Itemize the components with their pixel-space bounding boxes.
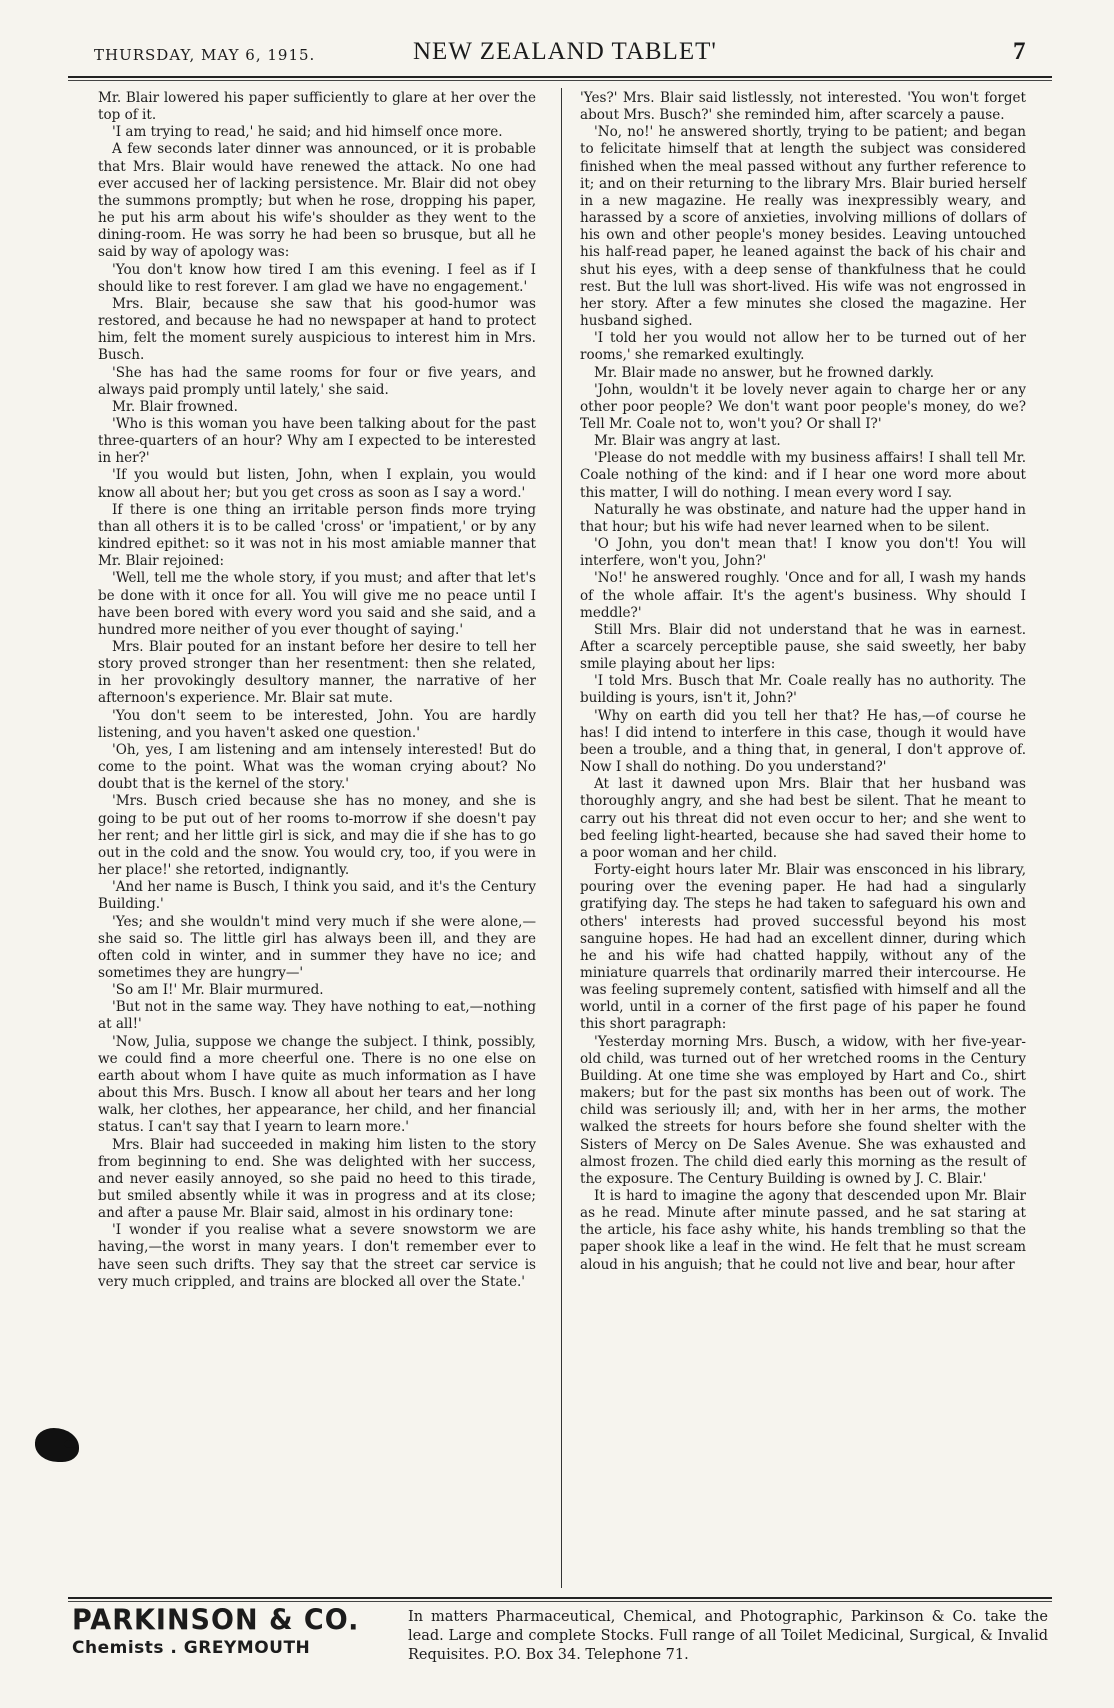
advertisement-brand-block xyxy=(72,1605,372,1658)
paragraph: It is hard to imagine the agony that descended upon Mr. Blair as he read. Minute after minute passed, and he sat staring at the article, his face ashy white, his hands trembling so that the paper shook like a leaf in the wind. He felt that he must scream aloud in his anguish; that he could not live and bear, hour after xyxy=(580,1188,1026,1273)
column-divider xyxy=(561,88,562,1588)
paragraph: 'But not in the same way. They have nothing to eat,—nothing at all!' xyxy=(98,999,536,1033)
paragraph: 'I am trying to read,' he said; and hid himself once more. xyxy=(112,124,503,141)
paragraph: 'Now, Julia, suppose we change the subject. I think, possibly, we could find a more cheerful one. There is no one else on earth about whom I have quite as much information as I have about this Mrs. Busch. I know all about her tears and her long walk, her clothes, her appearance, her child, and her financial status. I can't say that I yearn to learn more.' xyxy=(98,1033,536,1136)
paragraph: 'Yesterday morning Mrs. Busch, a widow, with her five-year-old child, was turned out of her wretched rooms in the Century Building. At one time she was employed by Hart and Co., shirt makers; but for the past six months has been out of work. The child was seriously ill; and, with her in her arms, the mother walked the streets for hours before she found shelter with the Sisters of Mercy on De Sales Avenue. She was exhausted and almost frozen. The child died early this morning as the result of the exposure. The Century Building is owned by J. C. Blair.' xyxy=(580,1033,1026,1187)
paragraph: 'Who is this woman you have been talking about for the past three-quarters of an hour? Why am I expected to be interested in her?' xyxy=(98,415,536,467)
paragraph: 'Why on earth did you tell her that? He has,—of course he has! I did intend to interfere in this case, though it would have been a trouble, and a thing that, in general, I don't approve of. Now I shall do nothing. Do you understand?' xyxy=(580,707,1026,776)
paragraph: At last it dawned upon Mrs. Blair that her husband was thoroughly angry, and she had best be silent. That he meant to carry out his threat did not even occur to her; and she went to bed feeling light-hearted, because she had saved their home to a poor woman and her child. xyxy=(580,776,1026,861)
paragraph: 'Well, tell me the whole story, if you must; and after that let's be done with it once for all. You will give me no peace until I have been bored with every word you said and she said, and a hundred more neither of you ever thought of saying.' xyxy=(98,570,536,638)
header-rule-thin xyxy=(68,80,1052,81)
footer-rule xyxy=(68,1597,1052,1599)
right-column xyxy=(580,90,1026,1274)
paragraph: 'O John, you don't mean that! I know you don't! You will interfere, won't you, John?' xyxy=(580,536,1026,570)
paragraph: 'Please do not meddle with my business affairs! I shall tell Mr. Coale nothing of the kind: and if I hear one word more about this matter, I will do nothing. I mean every word I say. xyxy=(580,450,1026,501)
paragraph: Mr. Blair was angry at last. xyxy=(594,433,781,450)
paragraph: 'So am I!' Mr. Blair murmured. xyxy=(112,982,324,999)
paragraph: 'Oh, yes, I am listening and am intensely interested! But do come to the point. What was the woman crying about? No doubt that is the kernel of the story.' xyxy=(98,741,536,793)
paragraph: Mrs. Blair pouted for an instant before her desire to tell her story proved stronger than her resentment: then she related, in her provokingly desultory manner, the narrative of her afternoon's experience. Mr. Blair sat mute. xyxy=(98,639,536,707)
paragraph: Still Mrs. Blair did not understand that he was in earnest. After a scarcely perceptible pause, she said sweetly, her baby smile playing about her lips: xyxy=(580,621,1026,673)
page-number: 7 xyxy=(1013,38,1026,65)
paragraph: 'John, wouldn't it be lovely never again to charge her or any other poor people? We don't want poor people's money, do we? Tell Mr. Coale not to, won't you? Or shall I?' xyxy=(580,381,1026,432)
paragraph: Mr. Blair frowned. xyxy=(112,398,238,415)
left-column xyxy=(98,90,536,1291)
paragraph: 'And her name is Busch, I think you said, and it's the Century Building.' xyxy=(98,879,536,913)
paragraph: 'No, no!' he answered shortly, trying to be patient; and began to felicitate himself that at length the subject was considered finished when the meal passed without any further reference to it; and on their returning to the library Mrs. Blair buried herself in a new magazine. He really was inexpressibly weary, and harassed by a score of anxieties, involving millions of dollars of his own and other people's money besides. Leaving untouched his half-read paper, he leaned against the back of his chair and shut his eyes, with a deep sense of thankfulness that he could rest. But the lull was short-lived. His wife was not engrossed in her story. After a few minutes she closed the magazine. Her husband sighed. xyxy=(580,124,1026,330)
issue-date: THURSDAY, MAY 6, 1915. xyxy=(94,46,316,64)
advertisement-text: In matters Pharmaceutical, Chemical, and Photographic, Parkinson & Co. take the lead. Large and complete Stocks. Full range of all Toilet Medicinal, Surgical, & Invalid Requisites. P.O. Box 34. Telephone 71. xyxy=(408,1609,1048,1663)
paragraph: 'You don't seem to be interested, John. You are hardly listening, and you haven't asked one question.' xyxy=(98,707,536,741)
advertiser-name: PARKINSON & CO. xyxy=(72,1604,360,1637)
paragraph: 'I told Mrs. Busch that Mr. Coale really has no authority. The building is yours, isn't it, John?' xyxy=(580,673,1026,707)
masthead xyxy=(68,36,1048,76)
paragraph: 'If you would but listen, John, when I explain, you would know all about her; but you get cross as soon as I say a word.' xyxy=(98,467,536,501)
paragraph: Mr. Blair made no answer, but he frowned darkly. xyxy=(594,364,935,381)
ink-blot xyxy=(64,1440,78,1448)
paragraph: 'Yes?' Mrs. Blair said listlessly, not interested. 'You won't forget about Mrs. Busch?' she reminded him, after scarcely a pause. xyxy=(580,90,1026,124)
paragraph: Naturally he was obstinate, and nature had the upper hand in that hour; but his wife had never learned when to be silent. xyxy=(580,501,1026,535)
paragraph: 'I wonder if you realise what a severe snowstorm we are having,—the worst in many years. I don't remember ever to have seen such drifts. They say that the street car service is very much crippled, and trains are blocked all over the State.' xyxy=(98,1222,536,1290)
paragraph: Mrs. Blair had succeeded in making him listen to the story from beginning to end. She was delighted with her success, and never easily annoyed, so she paid no heed to this tirade, but smiled absently while it was in progress and at its close; and after a pause Mr. Blair said, almost in his ordinary tone: xyxy=(98,1136,536,1222)
paragraph: 'She has had the same rooms for four or five years, and always paid promply until lately,' she said. xyxy=(98,364,536,398)
paragraph: 'You don't know how tired I am this evening. I feel as if I should like to rest forever. I am glad we have no engagement.' xyxy=(98,261,536,295)
paragraph: 'Mrs. Busch cried because she has no money, and she is going to be put out of her rooms to-morrow if she doesn't pay her rent; and her little girl is sick, and may die if she has to go out in the cold and the snow. You would cry, too, if you were in her place!' she retorted, indignantly. xyxy=(98,793,536,879)
publication-title: NEW ZEALAND TABLET' xyxy=(413,38,717,65)
paragraph: Mr. Blair lowered his paper sufficiently to glare at her over the top of it. xyxy=(98,90,536,124)
paragraph: If there is one thing an irritable person finds more trying than all others it is to be called 'cross' or 'impatient,' or by any kindred epithet: so it was not in his most amiable manner that Mr. Blair rejoined: xyxy=(98,501,536,570)
paragraph: Mrs. Blair, because she saw that his good-humor was restored, and because he had no newspaper at hand to protect him, felt the moment surely auspicious to interest him in Mrs. Busch. xyxy=(98,295,536,364)
paragraph: Forty-eight hours later Mr. Blair was ensconced in his library, pouring over the evening paper. He had had a singularly gratifying day. The steps he had taken to safeguard his own and others' interests had proved successful beyond his most sanguine hopes. He had had an excellent dinner, during which he and his wife had chatted happily, without any of the miniature quarrels that ordinarily marred their intercourse. He was feeling supremely content, satisfied with himself and all the world, until in a corner of the first page of his paper he found this short paragraph: xyxy=(580,862,1026,1033)
paragraph: 'I told her you would not allow her to be turned out of her rooms,' she remarked exultingly. xyxy=(580,330,1026,364)
paragraph: A few seconds later dinner was announced, or it is probable that Mrs. Blair would have renewed the attack. No one had ever accused her of lacking persistence. Mr. Blair did not obey the summons promptly; but when he rose, dropping his paper, he put his arm about his wife's shoulder as they went to the dining-room. He was sorry he had been so brusque, but all he said by way of apology was: xyxy=(98,141,536,261)
paragraph: 'No!' he answered roughly. 'Once and for all, I wash my hands of the whole affair. It's the agent's business. Why should I meddle?' xyxy=(580,570,1026,621)
paragraph: 'Yes; and she wouldn't mind very much if she were alone,—she said so. The little girl has always been ill, and they are often cold in winter, and in summer they have no ice; and sometimes they are hungry—' xyxy=(98,913,536,981)
header-rule xyxy=(68,76,1052,78)
advertiser-location: Chemists . GREYMOUTH xyxy=(72,1638,311,1658)
footer-rule-thin xyxy=(68,1601,1052,1602)
